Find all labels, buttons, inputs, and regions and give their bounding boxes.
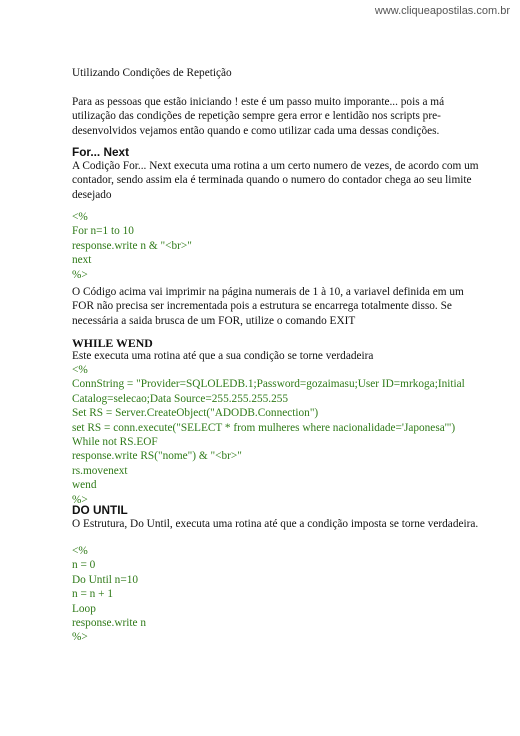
code-line: Loop [72,602,96,615]
code-line: %> [72,493,88,506]
desc-line: desejado [72,188,112,201]
code-line: While not RS.EOF [72,436,158,449]
note-line: necessária a saida brusca de um FOR, utilize o comando EXIT [72,314,356,327]
page-title: Utilizando Condições de Repetição [72,67,232,79]
desc-line: contador, sendo assim ela é terminada quando o numero do contador chega ao seu limite [72,174,472,187]
code-line: n = 0 [72,559,96,572]
while-wend-heading: WHILE WEND [72,336,153,350]
code-line: n = n + 1 [72,588,113,601]
note-line: FOR não precisa ser incrementada pois a estrutura se encarrega totalmente disso. Se [72,300,452,313]
intro-line: Para as pessoas que estão iniciando ! este é um passo muito imporante... pois a má [72,96,445,108]
intro-line: desenvolvidos vejamos então quando e como utilizar cada uma dessas condições. [72,124,440,137]
do-until-code [72,544,146,645]
site-watermark: www.cliqueapostilas.com.br [374,5,510,17]
for-next-code [72,210,192,282]
code-line: <% [72,364,88,376]
code-line: set RS = conn.execute("SELECT * from mulheres where nacionalidade='Japonesa'") [72,421,456,434]
intro-paragraph [72,95,444,138]
for-next-note [72,285,464,328]
code-line: Set RS = Server.CreateObject("ADODB.Connection") [72,407,319,420]
for-next-description [72,159,479,202]
code-line: For n=1 to 10 [72,225,134,238]
code-line: response.write RS("nome") & "<br>" [72,450,242,463]
code-line: <% [72,545,88,557]
code-line: <% [72,211,88,223]
desc-line: A Codição For... Next executa uma rotina a um certo numero de vezes, de acordo com um [72,160,479,172]
code-line: rs.movenext [72,464,128,477]
while-wend-description: Este executa uma rotina até que a sua condição se torne verdadeira [72,350,374,362]
code-line: response.write n [72,617,147,630]
while-wend-code [72,363,465,507]
do-until-heading: DO UNTIL [72,503,128,517]
intro-line: utilização das condições de repetição sempre gera error e lentidão nos scripts pre- [72,110,441,123]
do-until-description: O Estrutura, Do Until, executa uma rotina até que a condição imposta se torne verdadeira. [72,518,479,530]
code-line: response.write n & "<br>" [72,239,192,252]
code-line: Catalog=selecao;Data Source=255.255.255.255 [72,392,289,405]
code-line: %> [72,268,88,281]
code-line: %> [72,631,88,644]
for-next-heading: For... Next [72,145,130,159]
code-line: next [72,254,92,267]
code-line: ConnString = "Provider=SQLOLEDB.1;Password=gozaimasu;User ID=mrkoga;Initial [72,378,465,391]
note-line: O Código acima vai imprimir na página numerais de 1 à 10, a variavel definida em um [72,286,464,298]
code-line: Do Until n=10 [72,573,138,586]
code-line: wend [72,479,97,492]
